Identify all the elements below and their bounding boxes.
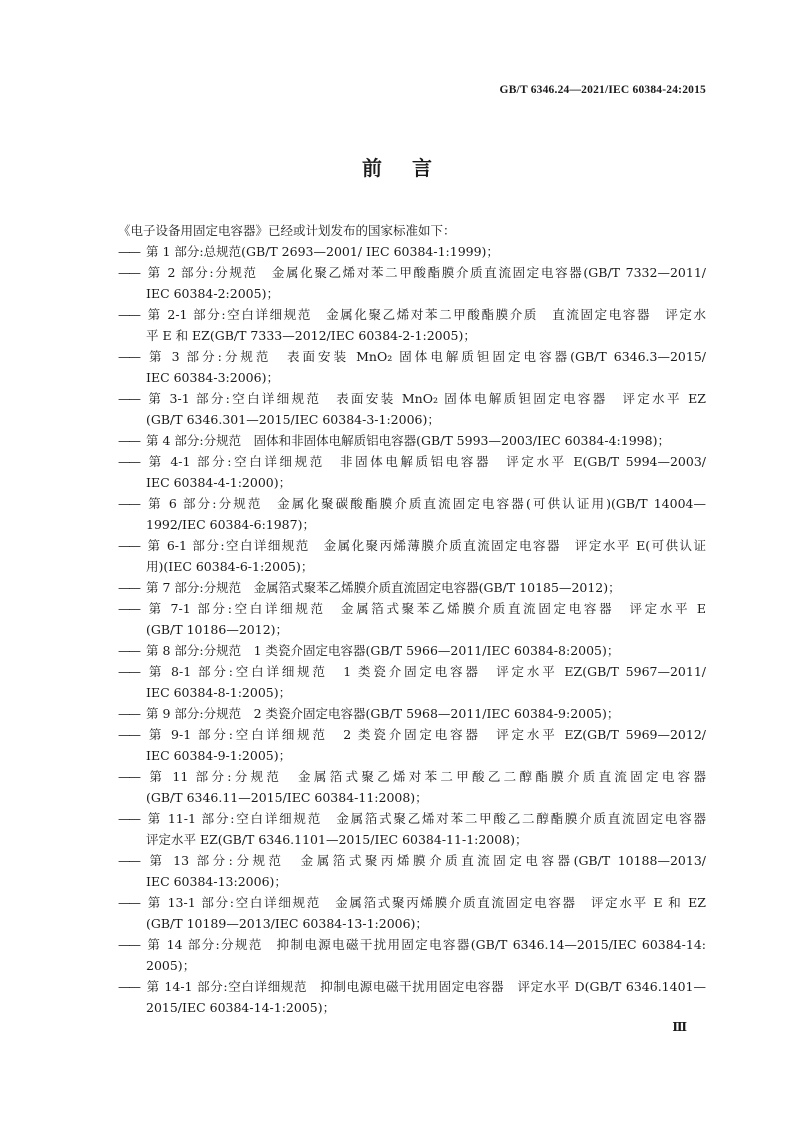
list-item-text: 第 4 部分:分规范 固体和非固体电解质铝电容器(GB/T 5993—2003/IEC 60384-4:1998)； [146, 433, 670, 448]
list-item-text: 第 14 部分:分规范 抑制电源电磁干扰用固定电容器(GB/T 6346.14—2015/IEC 60384-14: [146, 937, 706, 952]
list-item-first-line [118, 493, 706, 514]
intro-paragraph: 《电子设备用固定电容器》已经或计划发布的国家标准如下： [118, 223, 456, 238]
list-item-text: 第 8-1 部分:空白详细规范 1 类瓷介固定电容器 评定水平 EZ(GB/T 5967—2011/ [146, 664, 706, 679]
standard-list-item [118, 766, 706, 808]
list-item-first-line [118, 892, 706, 913]
foreword-body [118, 220, 706, 1018]
list-item-text: 第 6 部分:分规范 金属化聚碳酸酯膜介质直流固定电容器(可供认证用)(GB/T 14004— [146, 496, 706, 511]
list-item-continuation: IEC 60384-2:2005)； [146, 286, 279, 301]
standard-list-item [118, 493, 706, 535]
list-item-continuation: (GB/T 10186—2012)； [146, 622, 289, 637]
em-dash-bullet [118, 241, 146, 262]
em-dash-bullet [118, 535, 146, 556]
list-item-text: 第 2-1 部分:空白详细规范 金属化聚乙烯对苯二甲酸酯膜介质 直流固定电容器 评定水 [146, 307, 706, 322]
standard-list-item [118, 640, 706, 661]
standard-list-item [118, 808, 706, 850]
standard-code-header: GB/T 6346.24—2021/IEC 60384-24:2015 [499, 84, 706, 96]
list-item-continuation: 2005)； [146, 958, 196, 973]
list-item-first-line [118, 451, 706, 472]
em-dash-bullet [118, 892, 146, 913]
standard-list-item [118, 430, 706, 451]
standard-list-item [118, 703, 706, 724]
em-dash-bullet [118, 976, 146, 997]
list-item-first-line [118, 850, 706, 871]
list-item-text: 第 7-1 部分:空白详细规范 金属箔式聚苯乙烯膜介质直流固定电容器 评定水平 E [146, 601, 706, 616]
list-item-first-line [118, 577, 706, 598]
list-item-text: 第 14-1 部分:空白详细规范 抑制电源电磁干扰用固定电容器 评定水平 D(GB/T 6346.1401— [146, 979, 706, 994]
list-item-continuation: IEC 60384-13:2006)； [146, 874, 287, 889]
standard-list-item [118, 304, 706, 346]
list-item-text: 第 4-1 部分:空白详细规范 非固体电解质铝电容器 评定水平 E(GB/T 5994—2003/ [146, 454, 706, 469]
em-dash-bullet [118, 661, 146, 682]
standard-list-item [118, 262, 706, 304]
em-dash-bullet [118, 934, 146, 955]
em-dash-bullet [118, 703, 146, 724]
list-item-text: 第 8 部分:分规范 1 类瓷介固定电容器(GB/T 5966—2011/IEC 60384-8:2005)； [146, 643, 620, 658]
list-item-text: 第 2 部分:分规范 金属化聚乙烯对苯二甲酸酯膜介质直流固定电容器(GB/T 7332—2011/ [146, 265, 706, 280]
list-item-first-line [118, 766, 706, 787]
standard-list-item [118, 976, 706, 1018]
standard-list-item [118, 451, 706, 493]
list-item-text: 第 9 部分:分规范 2 类瓷介固定电容器(GB/T 5968—2011/IEC 60384-9:2005)； [146, 706, 620, 721]
list-item-first-line [118, 724, 706, 745]
list-item-first-line [118, 262, 706, 283]
list-item-continuation: 评定水平 EZ(GB/T 6346.1101—2015/IEC 60384-11-1:2008)； [146, 832, 528, 847]
em-dash-bullet [118, 808, 146, 829]
page-title: 前言 [362, 156, 462, 180]
list-item-continuation: 2015/IEC 60384-14-1:2005)； [146, 1000, 336, 1015]
list-item-first-line [118, 703, 706, 724]
standard-list-item [118, 598, 706, 640]
list-item-first-line [118, 808, 706, 829]
list-item-text: 第 9-1 部分:空白详细规范 2 类瓷介固定电容器 评定水平 EZ(GB/T 5969—2012/ [146, 727, 706, 742]
page-number: Ⅲ [672, 1020, 687, 1034]
em-dash-bullet [118, 577, 146, 598]
list-item-text: 第 13-1 部分:空白详细规范 金属箔式聚丙烯膜介质直流固定电容器 评定水平 E 和 EZ [146, 895, 706, 910]
standard-list-item [118, 241, 706, 262]
list-item-text: 第 11 部分:分规范 金属箔式聚乙烯对苯二甲酸乙二醇酯膜介质直流固定电容器 [146, 769, 706, 784]
standard-list-item [118, 346, 706, 388]
list-item-text: 第 11-1 部分:空白详细规范 金属箔式聚乙烯对苯二甲酸乙二醇酯膜介质直流固定电容器 [146, 811, 706, 826]
list-item-first-line [118, 241, 706, 262]
list-item-text: 第 3-1 部分:空白详细规范 表面安装 MnO₂ 固体电解质钽固定电容器 评定水平 EZ [146, 391, 706, 406]
em-dash-bullet [118, 640, 146, 661]
list-item-continuation: 1992/IEC 60384-6:1987)； [146, 517, 315, 532]
list-item-text: 第 6-1 部分:空白详细规范 金属化聚丙烯薄膜介质直流固定电容器 评定水平 E(可供认证 [146, 538, 706, 553]
list-item-first-line [118, 661, 706, 682]
standards-list [118, 241, 706, 1018]
em-dash-bullet [118, 388, 146, 409]
list-item-first-line [118, 640, 706, 661]
em-dash-bullet [118, 451, 146, 472]
list-item-continuation: IEC 60384-8-1:2005)； [146, 685, 292, 700]
standard-list-item [118, 388, 706, 430]
em-dash-bullet [118, 724, 146, 745]
list-item-continuation: IEC 60384-4-1:2000)； [146, 475, 292, 490]
list-item-continuation: 用)(IEC 60384-6-1:2005)； [146, 559, 314, 574]
list-item-continuation: 平 E 和 EZ(GB/T 7333—2012/IEC 60384-2-1:2005)； [146, 328, 476, 343]
em-dash-bullet [118, 346, 146, 367]
list-item-first-line [118, 976, 706, 997]
list-item-first-line [118, 388, 706, 409]
list-item-text: 第 7 部分:分规范 金属箔式聚苯乙烯膜介质直流固定电容器(GB/T 10185—2012)； [146, 580, 621, 595]
list-item-first-line [118, 934, 706, 955]
em-dash-bullet [118, 430, 146, 451]
em-dash-bullet [118, 304, 146, 325]
list-item-first-line [118, 535, 706, 556]
list-item-continuation: (GB/T 6346.11—2015/IEC 60384-11:2008)； [146, 790, 428, 805]
list-item-continuation: (GB/T 10189—2013/IEC 60384-13-1:2006)； [146, 916, 428, 931]
list-item-text: 第 1 部分:总规范(GB/T 2693—2001/ IEC 60384-1:1999)； [146, 244, 499, 259]
em-dash-bullet [118, 262, 146, 283]
list-item-first-line [118, 598, 706, 619]
list-item-first-line [118, 304, 706, 325]
list-item-continuation: (GB/T 6346.301—2015/IEC 60384-3-1:2006)； [146, 412, 440, 427]
list-item-text: 第 13 部分:分规范 金属箔式聚丙烯膜介质直流固定电容器(GB/T 10188—2013/ [146, 853, 706, 868]
standard-list-item [118, 724, 706, 766]
list-item-continuation: IEC 60384-9-1:2005)； [146, 748, 292, 763]
list-item-continuation: IEC 60384-3:2006)； [146, 370, 279, 385]
standard-list-item [118, 577, 706, 598]
em-dash-bullet [118, 493, 146, 514]
standard-list-item [118, 661, 706, 703]
list-item-first-line [118, 430, 706, 451]
em-dash-bullet [118, 850, 146, 871]
list-item-text: 第 3 部分:分规范 表面安装 MnO₂ 固体电解质钽固定电容器(GB/T 6346.3—2015/ [146, 349, 706, 364]
standard-list-item [118, 850, 706, 892]
em-dash-bullet [118, 766, 146, 787]
standard-list-item [118, 535, 706, 577]
standard-list-item [118, 934, 706, 976]
list-item-first-line [118, 346, 706, 367]
em-dash-bullet [118, 598, 146, 619]
standard-list-item [118, 892, 706, 934]
